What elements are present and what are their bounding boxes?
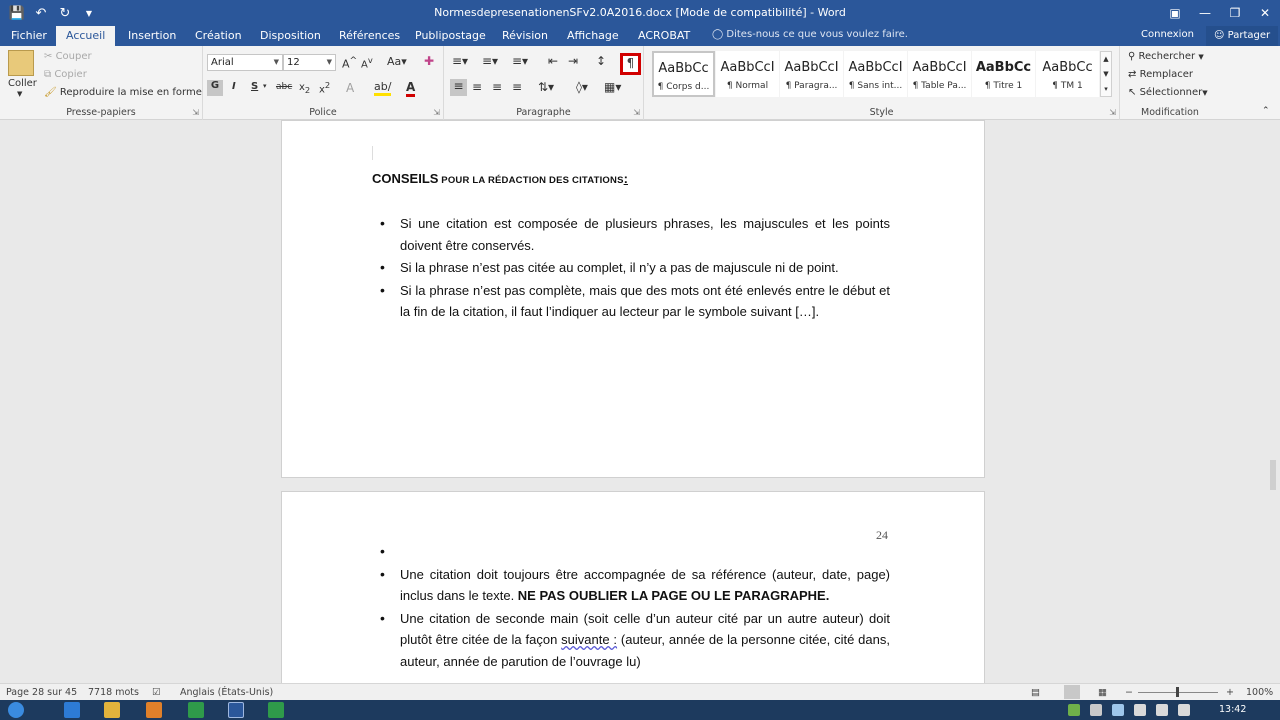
ribbon-tabs xyxy=(0,26,1280,46)
font-size-combo[interactable] xyxy=(283,54,336,71)
scrollbar-thumb[interactable] xyxy=(1270,460,1276,490)
brush-icon: 🖌 xyxy=(44,87,57,98)
copy-button[interactable] xyxy=(44,69,87,80)
tray-icon[interactable] xyxy=(1112,704,1124,716)
style-preview: AaBbCcI xyxy=(720,60,775,75)
redo-icon[interactable]: ↻ xyxy=(59,5,71,21)
read-mode-icon[interactable]: ▤ xyxy=(1031,687,1040,698)
strikethrough-icon[interactable]: abc xyxy=(276,82,293,92)
text-effects-icon[interactable]: A xyxy=(346,81,355,95)
justify-icon[interactable]: ≡ xyxy=(512,80,523,94)
styles-launcher-icon[interactable]: ⇲ xyxy=(1109,108,1116,117)
shrink-font-icon[interactable]: $A^v$ xyxy=(361,55,373,71)
superscript-icon[interactable]: $x^2$ xyxy=(319,80,331,96)
multilevel-list-icon[interactable]: ≡▾ xyxy=(512,54,529,68)
cut-button[interactable] xyxy=(44,51,92,62)
list-item-text: Une citation de seconde main (soit celle d’un auteur cité par un autre auteur) doit plutôt être citée de la façon xyxy=(400,610,890,647)
underline-icon[interactable]: S xyxy=(251,81,259,92)
style-preview: AaBbCcI xyxy=(784,60,839,75)
italic-icon[interactable]: I xyxy=(232,81,236,92)
word-icon[interactable] xyxy=(228,702,244,718)
underline-dropdown-icon[interactable]: ▾ xyxy=(263,82,267,90)
tab-acrobat[interactable]: ACROBAT xyxy=(638,29,691,42)
bullet-list xyxy=(400,213,890,324)
status-bar xyxy=(0,683,1280,700)
group-paragraph xyxy=(444,46,644,120)
tab-references[interactable]: Références xyxy=(339,29,401,42)
bullet-list xyxy=(400,541,890,673)
tray-icon[interactable] xyxy=(1090,704,1102,716)
recorder-icon[interactable] xyxy=(268,702,284,718)
list-item xyxy=(400,608,890,673)
select-label: Sélectionner xyxy=(1139,87,1203,98)
margin-marker xyxy=(372,146,373,160)
tab-creation[interactable]: Création xyxy=(195,29,242,42)
decrease-indent-icon[interactable]: ⇤ xyxy=(548,54,559,68)
connexion-link[interactable]: Connexion xyxy=(1141,29,1194,40)
paste-button[interactable]: Coller xyxy=(8,78,37,89)
page-number: 24 xyxy=(876,528,888,542)
start-button-icon[interactable] xyxy=(8,702,24,718)
font-name-value: Arial xyxy=(211,57,234,68)
group-styles xyxy=(644,46,1120,120)
replace-button[interactable] xyxy=(1128,69,1193,80)
page-count[interactable]: Page 28 sur 45 xyxy=(6,687,78,698)
list-item: • Si la phrase n’est pas citée au complet, il n’y a pas de majuscule ni de point. xyxy=(400,257,890,279)
zoom-slider-thumb[interactable] xyxy=(1176,687,1179,697)
font-group-label: Police xyxy=(309,107,337,118)
flag-icon[interactable] xyxy=(1156,704,1168,716)
clipboard-launcher-icon[interactable]: ⇲ xyxy=(192,108,199,117)
close-button[interactable]: ✕ xyxy=(1259,6,1271,20)
sort-icon[interactable]: ↕ xyxy=(596,54,607,68)
increase-indent-icon[interactable]: ⇥ xyxy=(568,54,579,68)
group-font xyxy=(203,46,444,120)
internet-explorer-icon[interactable] xyxy=(64,702,80,718)
undo-icon[interactable]: ↶ xyxy=(35,5,47,21)
bullets-icon[interactable]: ≡▾ xyxy=(452,54,469,68)
zoom-out-icon[interactable]: − xyxy=(1125,687,1133,698)
tab-affichage[interactable]: Affichage xyxy=(567,29,619,42)
list-item: • Si une citation est composée de plusieurs phrases, les majuscules et les points doivent être conservés. xyxy=(400,213,890,256)
file-explorer-icon[interactable] xyxy=(104,702,120,718)
paste-dropdown-icon[interactable]: ▼ xyxy=(17,90,23,98)
paragraph-group-label: Paragraphe xyxy=(516,107,571,118)
tab-accueil[interactable]: Accueil xyxy=(56,26,115,46)
style-name: ¶ TM 1 xyxy=(1052,81,1083,91)
tab-fichier[interactable]: Fichier xyxy=(11,29,47,42)
style-preview: AaBbCcI xyxy=(912,60,967,75)
clipboard-group-label: Presse-papiers xyxy=(66,107,136,118)
replace-label: Remplacer xyxy=(1139,69,1193,80)
spelling-marked-text: suivante : xyxy=(561,632,618,647)
list-item-text: (auteur, année de la personne citée, cité dans, auteur, année de parution de l’ouvrage lu) xyxy=(400,632,890,669)
style-name: ¶ Paragra... xyxy=(785,81,838,91)
list-item xyxy=(400,541,890,563)
paragraph-launcher-icon[interactable]: ⇲ xyxy=(633,108,640,117)
select-button[interactable] xyxy=(1128,87,1208,98)
show-formatting-marks-icon[interactable]: ¶ xyxy=(620,53,641,75)
find-button[interactable] xyxy=(1128,51,1204,62)
font-name-combo[interactable] xyxy=(207,54,283,71)
list-item xyxy=(400,564,890,607)
font-size-value: 12 xyxy=(287,57,300,68)
tab-disposition[interactable]: Disposition xyxy=(260,29,321,42)
chevron-down-icon: ▼ xyxy=(1198,53,1204,61)
search-icon: ⚲ xyxy=(1128,51,1136,62)
tray-icon[interactable] xyxy=(1068,704,1080,716)
style-name: ¶ Table Pa... xyxy=(912,81,967,91)
style-preview: AaBbCcI xyxy=(848,60,903,75)
change-case-icon[interactable]: Aa▾ xyxy=(387,55,407,68)
numbering-icon[interactable]: ≡▾ xyxy=(482,54,499,68)
style-titre-1[interactable] xyxy=(972,51,1035,97)
style-preview: AaBbCc xyxy=(975,60,1032,75)
format-painter-label: Reproduire la mise en forme xyxy=(59,87,202,98)
window-title: NormesdepresenationenSFv2.0A2016.docx [Mode de compatibilité] - Word xyxy=(434,6,846,19)
group-editing xyxy=(1120,46,1220,120)
format-painter-button[interactable] xyxy=(44,87,202,98)
styles-group-label: Style xyxy=(869,107,894,118)
tell-me-text: Dites-nous ce que vous voulez faire. xyxy=(726,29,908,40)
save-icon[interactable]: 💾 xyxy=(8,5,26,21)
clear-formatting-icon[interactable]: ✚ xyxy=(424,54,435,68)
heading-colon: : xyxy=(623,171,628,186)
subscript-icon[interactable]: $x_2$ xyxy=(299,82,311,95)
document-page[interactable] xyxy=(281,120,985,478)
paste-icon[interactable] xyxy=(8,50,34,76)
language-indicator[interactable]: Anglais (États-Unis) xyxy=(180,687,274,698)
style-name: ¶ Corps d... xyxy=(657,82,710,92)
font-launcher-icon[interactable]: ⇲ xyxy=(433,108,440,117)
taskbar xyxy=(0,700,1280,720)
section-heading xyxy=(372,171,628,186)
borders-icon[interactable]: ▦▾ xyxy=(604,80,622,94)
tab-insertion[interactable]: Insertion xyxy=(128,29,177,42)
volume-icon[interactable] xyxy=(1178,704,1190,716)
shading-icon[interactable]: ◊▾ xyxy=(576,80,588,94)
copy-icon: ⧉ xyxy=(44,69,52,80)
media-player-icon[interactable] xyxy=(146,702,162,718)
copy-label: Copier xyxy=(54,69,87,80)
document-page[interactable] xyxy=(281,491,985,691)
vertical-scrollbar[interactable] xyxy=(1266,120,1280,683)
word-count[interactable]: 7718 mots xyxy=(88,687,139,698)
minimize-button[interactable]: — xyxy=(1199,6,1211,20)
title-bar xyxy=(0,0,1280,26)
heading-main: CONSEILS xyxy=(372,171,439,186)
tab-publipostage[interactable]: Publipostage xyxy=(415,29,486,42)
share-button[interactable] xyxy=(1206,26,1278,46)
line-spacing-icon[interactable]: ⇅▾ xyxy=(538,80,555,94)
align-left-icon[interactable]: ≡ xyxy=(450,79,467,96)
heading-sub: POUR LA RÉDACTION DES CITATIONS xyxy=(438,175,624,186)
style-preview: AaBbCc xyxy=(658,61,709,76)
cursor-icon: ↖ xyxy=(1128,87,1137,98)
style-table-paragraphe[interactable] xyxy=(908,51,971,97)
camtasia-icon[interactable] xyxy=(188,702,204,718)
list-item-text: Une citation doit toujours être accompagnée de sa référence (auteur, date, page) inclus dans le texte. xyxy=(400,566,890,603)
style-paragraphe[interactable] xyxy=(780,51,843,97)
styles-scroll-icon[interactable]: ▲ ▼ ▾ xyxy=(1100,51,1112,97)
bold-icon[interactable]: G xyxy=(207,80,223,96)
share-label: Partager xyxy=(1227,30,1271,41)
style-sans-interligne[interactable] xyxy=(844,51,907,97)
zoom-level[interactable]: 100% xyxy=(1246,687,1274,698)
align-center-icon[interactable]: ≡ xyxy=(472,80,483,94)
highlight-color-icon[interactable]: ab∕ xyxy=(374,80,391,96)
scissors-icon: ✂ xyxy=(44,51,53,62)
network-icon[interactable] xyxy=(1134,704,1146,716)
grow-font-icon[interactable]: A^ xyxy=(342,55,358,71)
style-name: ¶ Sans int... xyxy=(848,81,903,91)
replace-icon: ⇄ xyxy=(1128,69,1137,80)
print-layout-icon[interactable] xyxy=(1064,685,1080,699)
clock[interactable]: 13:42 xyxy=(1219,704,1247,715)
style-name: ¶ Titre 1 xyxy=(984,81,1023,91)
web-layout-icon[interactable]: ▦ xyxy=(1098,687,1107,698)
style-name: ¶ Normal xyxy=(726,81,769,91)
ribbon xyxy=(0,46,1280,120)
chevron-down-icon: ▼ xyxy=(326,58,332,66)
tell-me-box[interactable] xyxy=(712,29,908,40)
restore-button[interactable]: ❐ xyxy=(1229,6,1241,20)
style-tm-1[interactable] xyxy=(1036,51,1099,97)
chevron-down-icon: ▼ xyxy=(273,58,279,66)
customize-qat-icon[interactable]: ▼ xyxy=(85,8,93,18)
font-color-icon[interactable]: A xyxy=(406,80,415,97)
find-label: Rechercher xyxy=(1138,51,1196,62)
style-corps[interactable] xyxy=(652,51,715,97)
collapse-ribbon-icon[interactable]: ⌃ xyxy=(1262,106,1270,116)
cut-label: Couper xyxy=(55,51,92,62)
proofing-icon[interactable]: ☑ xyxy=(152,687,161,698)
group-clipboard xyxy=(0,46,203,120)
style-normal[interactable] xyxy=(716,51,779,97)
chevron-down-icon: ▼ xyxy=(1202,89,1208,97)
align-right-icon[interactable]: ≡ xyxy=(492,80,503,94)
zoom-in-icon[interactable]: + xyxy=(1226,687,1234,698)
tab-revision[interactable]: Révision xyxy=(502,29,548,42)
lightbulb-icon: ◯ xyxy=(712,29,724,40)
list-item-bold: NE PAS OUBLIER LA PAGE OU LE PARAGRAPHE. xyxy=(517,588,830,603)
ribbon-display-icon[interactable]: ▣ xyxy=(1169,6,1181,20)
style-preview: AaBbCc xyxy=(1042,60,1093,75)
person-icon: ☺ xyxy=(1214,30,1225,41)
editing-group-label: Modification xyxy=(1141,107,1199,118)
list-item: • Si la phrase n’est pas complète, mais que des mots ont été enlevés entre le début et la fin de la citation, il faut l’indiquer au lecteur par le symbole suivant […]. xyxy=(400,280,890,323)
